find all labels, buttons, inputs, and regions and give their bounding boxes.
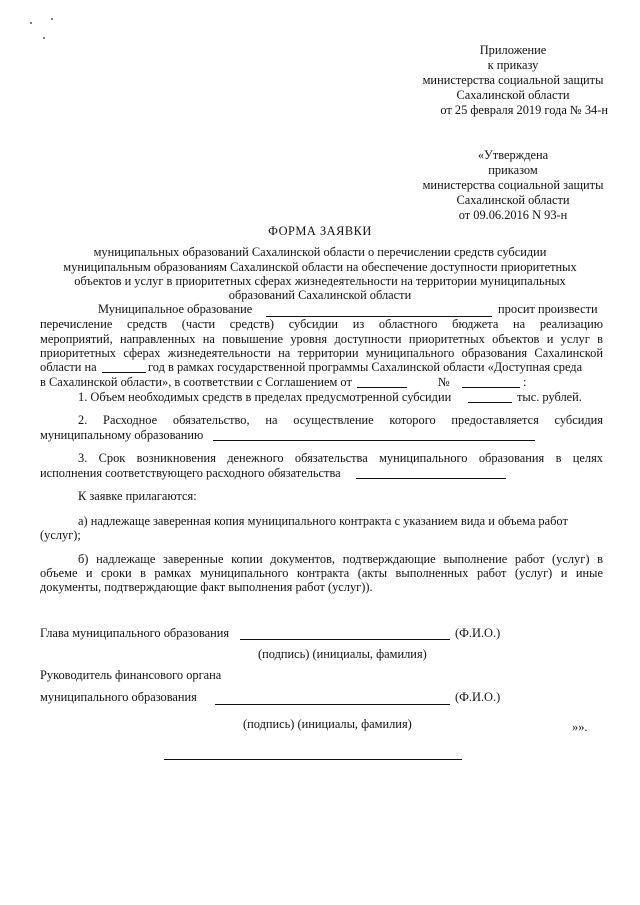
intro-text: перечисление средств (части средств) субсидии из областного бюджета на реализацию bbox=[40, 317, 603, 331]
signature-blank bbox=[215, 704, 450, 705]
scan-speck bbox=[30, 22, 32, 24]
year-blank bbox=[102, 372, 146, 373]
item-text: 2. Расходное обязательство, на осуществление которого предоставляется субсидия bbox=[78, 413, 603, 427]
intro-text: просит произвести bbox=[498, 302, 598, 316]
closing-quote: »». bbox=[572, 720, 588, 734]
term-blank bbox=[356, 478, 506, 479]
item-text: б) надлежаще заверенные копии документов, подтверждающие выполнение работ (услуг) в bbox=[78, 552, 603, 566]
scan-speck bbox=[43, 37, 45, 39]
header-line: Приложение bbox=[479, 43, 547, 57]
subtitle-line: муниципальным образованиям Сахалинской области на обеспечение доступности приоритетных bbox=[63, 260, 577, 274]
header-line: министерства социальной защиты bbox=[422, 73, 604, 87]
header-line: Сахалинской области bbox=[456, 193, 570, 207]
signature-blank bbox=[240, 639, 450, 640]
item-text: объеме и сроки в рамках муниципального контракта (акты выполненных работ (услуг) и иные bbox=[40, 566, 603, 580]
intro-text: в Сахалинской области», в соответствии с Соглашением от bbox=[40, 375, 352, 389]
item-text: 3. Срок возникновения денежного обязательства муниципального образования в целях bbox=[78, 451, 603, 465]
fio-label: (Ф.И.О.) bbox=[455, 626, 501, 640]
item-text: (услуг); bbox=[40, 528, 81, 542]
item-text: а) надлежаще заверенная копия муниципального контракта с указанием вида и объема работ bbox=[78, 514, 568, 528]
header-line: от 25 февраля 2019 года № 34-н bbox=[440, 103, 608, 117]
header-line: от 09.06.2016 N 93-н bbox=[458, 208, 568, 222]
item-text: муниципальному образованию bbox=[40, 428, 204, 442]
fio-label: (Ф.И.О.) bbox=[455, 690, 501, 704]
intro-text: год в рамках государственной программы Сахалинской области «Доступная среда bbox=[148, 360, 583, 374]
amount-blank bbox=[468, 402, 512, 403]
subtitle-line: объектов и услуг в приоритетных сферах жизнедеятельности на территории муниципальных bbox=[74, 274, 566, 288]
intro-text: № bbox=[438, 375, 450, 389]
signature-caption: (подпись) (инициалы, фамилия) bbox=[258, 647, 427, 661]
signature-label: Руководитель финансового органа bbox=[40, 668, 222, 682]
page-title: ФОРМА ЗАЯВКИ bbox=[268, 224, 372, 238]
subtitle-line: образований Сахалинской области bbox=[228, 288, 412, 302]
agreement-number-blank bbox=[462, 387, 520, 388]
header-line: «Утверждена bbox=[477, 148, 549, 162]
intro-text: мероприятий, направленных на повышение уровня доступности приоритетных объектов и услуг в bbox=[40, 332, 603, 346]
attachments-heading: К заявке прилагаются: bbox=[78, 489, 197, 503]
signature-caption: (подпись) (инициалы, фамилия) bbox=[243, 717, 412, 731]
intro-text: приоритетных сферах жизнедеятельности на территории муниципального образования Сахалинской bbox=[40, 346, 603, 360]
item-text: документы, подтверждающие факт выполнения работ (услуг)). bbox=[40, 580, 373, 594]
obligation-blank bbox=[213, 440, 535, 441]
intro-text: области на bbox=[40, 360, 97, 374]
header-line: к приказу bbox=[487, 58, 539, 72]
header-line: Сахалинской области bbox=[456, 88, 570, 102]
signature-label: Глава муниципального образования bbox=[40, 626, 230, 640]
bottom-divider bbox=[164, 759, 462, 760]
header-line: министерства социальной защиты bbox=[422, 178, 604, 192]
header-line: приказом bbox=[488, 163, 538, 177]
subtitle-line: муниципальных образований Сахалинской области о перечислении средств субсидии bbox=[93, 245, 547, 259]
item-text: 1. Объем необходимых средств в пределах предусмотренной субсидии bbox=[78, 390, 452, 404]
signature-label: муниципального образования bbox=[40, 690, 197, 704]
item-text: исполнения соответствующего расходного обязательства bbox=[40, 466, 341, 480]
agreement-date-blank bbox=[357, 387, 407, 388]
intro-text: Муниципальное образование bbox=[98, 302, 253, 316]
intro-text: : bbox=[523, 375, 527, 389]
scan-speck bbox=[51, 18, 53, 20]
item-text: тыс. рублей. bbox=[517, 390, 582, 404]
